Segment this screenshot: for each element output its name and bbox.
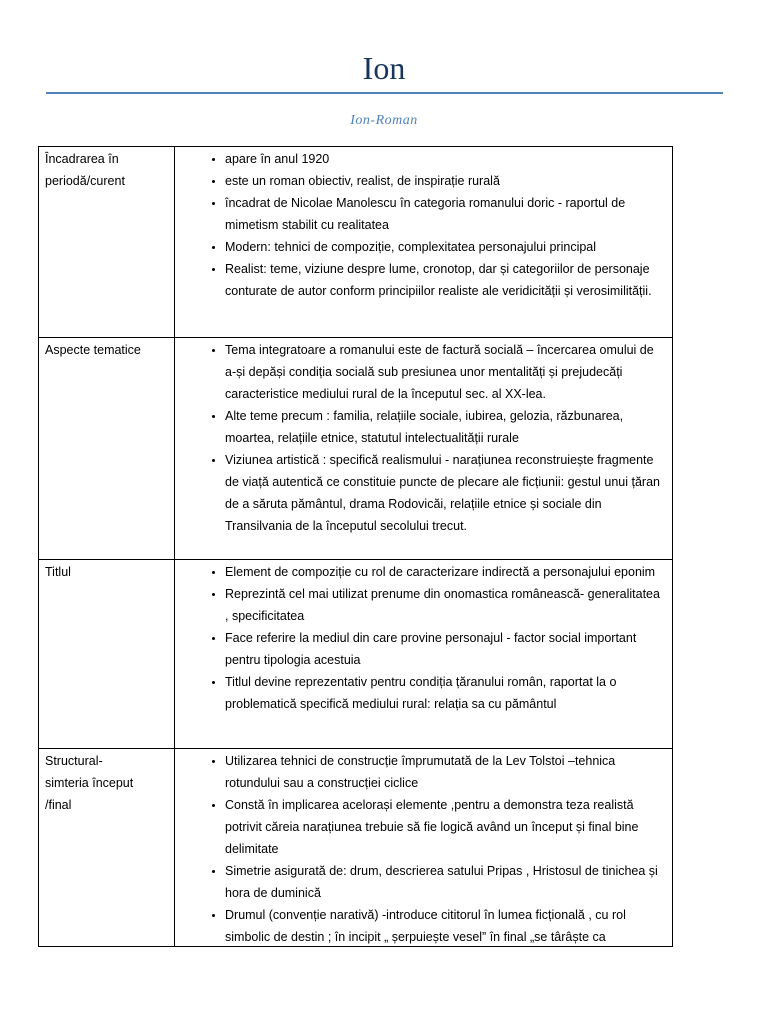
list-item: • este un roman obiectiv, realist, de inspirație rurală [225, 170, 664, 192]
list-item: • apare în anul 1920 [225, 148, 664, 170]
bullet-list [175, 750, 664, 946]
row-label: Încadrarea în periodă/curent [39, 147, 175, 338]
table-row [39, 560, 673, 749]
list-item: • Reprezintă cel mai utilizat prenume din onomastica românească- generalitatea , specificitatea [225, 583, 664, 627]
list-item: • Viziunea artistică : specifică realismului - narațiunea reconstruiește fragmente de viață autentică ce constituie puncte de plecare ale ficțiunii: gestul unui țăran de a săruta pământul, drama Rodovicăi, relațiile etnice și sociale din Transilvania de la începutul secolului trecut. [225, 449, 664, 537]
row-label [39, 749, 175, 947]
list-item: • Element de compoziție cu rol de caracterizare indirectă a personajului eponim [225, 561, 664, 583]
row-content [175, 749, 673, 947]
table-row [39, 338, 673, 560]
list-item: • încadrat de Nicolae Manolescu în categoria romanului doric - raportul de mimetism stabilit cu realitatea [225, 192, 664, 236]
document-title: Ion [362, 50, 406, 86]
list-item: • Utilizarea tehnici de construcție împrumutată de la Lev Tolstoi –tehnica rotundului sau a construcției ciclice [225, 750, 664, 794]
list-item: • Face referire la mediul din care provine personajul - factor social important pentru tipologia acestuia [225, 627, 664, 671]
list-item: • Constă în implicarea acelorași elemente ,pentru a demonstra teza realistă potrivit căreia narațiunea trebuie să fie logică având un început și final bine delimitate [225, 794, 664, 860]
row-content [175, 147, 673, 338]
row-content [175, 560, 673, 749]
row-content-clip [175, 750, 664, 946]
list-item: • Alte teme precum : familia, relațiile sociale, iubirea, gelozia, răzbunarea, moartea, relațiile etnice, statutul intelectualității rurale [225, 405, 664, 449]
row-label: Titlul [39, 560, 175, 749]
list-item: • Realist: teme, viziune despre lume, cronotop, dar și categoriilor de personaje conturate de autor conform principiilor realiste ale veridicității și verosimilității. [225, 258, 664, 302]
document-subtitle: Ion-Roman [350, 113, 418, 128]
row-content [175, 338, 673, 560]
list-item: • Titlul devine reprezentativ pentru condiția țăranului român, raportat la o problematică specifică mediului rural: relația sa cu pământul [225, 671, 664, 715]
list-item: • Simetrie asigurată de: drum, descrierea satului Pripas , Hristosul de tinichea și hora de duminică [225, 860, 664, 904]
row-label-text: Structural- simteria început /final [45, 754, 134, 812]
bullet-list [175, 339, 664, 537]
title-underline [46, 92, 723, 94]
bullet-list [175, 561, 664, 715]
bullet-list [175, 148, 664, 302]
row-label: Aspecte tematice [39, 338, 175, 560]
table-row [39, 147, 673, 338]
content-table [38, 146, 673, 947]
list-item: • Modern: tehnici de compoziție, complexitatea personajului principal [225, 236, 664, 258]
list-item: • Drumul (convenție narativă) -introduce cititorul în lumea ficțională , cu rol simbolic de destin ; în incipit „ șerpuiește vesel” în final „se târâște ca [225, 904, 664, 946]
list-item: • Tema integratoare a romanului este de factură socială – încercarea omului de a-și depăși condiția socială sub presiunea unor mentalități și prejudecăți caracteristice mediului rural de la începutul sec. al XX-lea. [225, 339, 664, 405]
table-row [39, 749, 673, 947]
